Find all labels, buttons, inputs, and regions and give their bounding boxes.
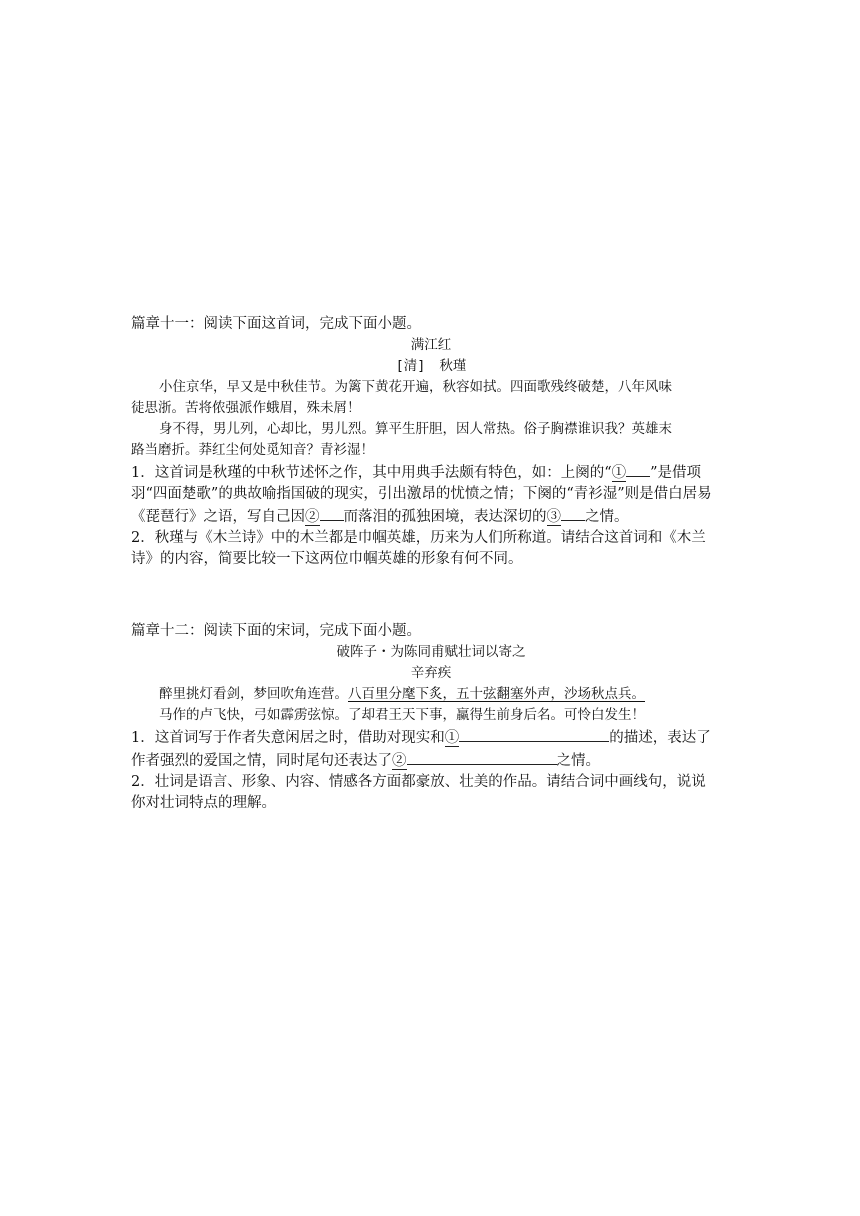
section-eleven (131, 314, 731, 570)
poem-stanza-2-line-1: 身不得，男儿列，心却比，男儿烈。算平生肝胆，因人常热。俗子胸襟谁识我？英雄末 (159, 421, 672, 437)
question-2-line-1: 2．壮词是语言、形象、内容、情感各方面都豪放、壮美的作品。请结合词中画线句，说说 (131, 774, 706, 790)
answer-blank-1 (626, 461, 650, 477)
answer-blank-2 (320, 505, 344, 521)
section-heading: 篇章十二：阅读下面的宋词，完成下面小题。 (131, 623, 421, 639)
poem-stanza-1-line-2: 徒思浙。苦将侬强派作蛾眉，殊未屑！ (131, 400, 361, 416)
blank-marker-3: ③ (546, 509, 561, 525)
poem-title: 满江红 (410, 337, 452, 353)
poem-author-line (131, 356, 731, 377)
question-1-line-2: 作者强烈的爱国之情，同时尾句还表达了② 之情。 (131, 749, 731, 772)
poem-stanza-2-line-2: 路当磨折。莽红尘何处觅知音？青衫湿！ (131, 442, 374, 458)
question-1-line-2: 羽“四面楚歌”的典故喻指国破的现实，引出激昂的忧愤之情；下阕的“青衫湿”则是借白居易 (131, 486, 712, 502)
answer-blank-3 (561, 505, 585, 521)
question-1-line-3: 《琵琶行》之语，写自己因② 而落泪的孤独困境，表达深切的③ 之情。 (131, 505, 731, 528)
question-1-line-1: 1．这首词写于作者失意闲居之时，借助对现实和① 的描述，表达了 (131, 726, 731, 749)
question-2-line-2: 你对壮词特点的理解。 (131, 795, 276, 811)
blank-marker-2: ② (392, 753, 407, 769)
section-twelve (131, 621, 731, 814)
poem-line-1: 醉里挑灯看剑，梦回吹角连营。八百里分麾下炙，五十弦翻塞外声，沙场秋点兵。 (159, 686, 645, 702)
blank-marker-1: ① (611, 465, 627, 481)
poem-title: 破阵子・为陈同甫赋壮词以寄之 (336, 644, 526, 660)
question-1-line-1: 1．这首词是秋瑾的中秋节述怀之作，其中用典手法颇有特色，如：上阕的“① ”是借项 (131, 461, 731, 484)
answer-blank-1 (459, 726, 609, 742)
blank-marker-1: ① (444, 730, 460, 746)
poem-stanza-1-line-1: 小住京华，早又是中秋佳节。为篱下黄花开遍，秋容如拭。四面歌残终破楚，八年风味 (159, 379, 672, 395)
answer-blank-2 (407, 749, 557, 765)
poem-author: 辛弃疾 (410, 665, 452, 681)
poem-dynasty: [清] (395, 358, 426, 374)
question-2-line-2: 诗》的内容，简要比较一下这两位巾帼英雄的形象有何不同。 (131, 551, 523, 567)
section-heading: 篇章十一：阅读下面这首词，完成下面小题。 (131, 316, 421, 332)
underlined-sentence: 八百里分麾下炙，五十弦翻塞外声，沙场秋点兵。 (348, 686, 645, 702)
poem-line-2: 马作的卢飞快，弓如霹雳弦惊。了却君王天下事，赢得生前身后名。可怜白发生！ (159, 707, 645, 723)
question-2-line-1: 2．秋瑾与《木兰诗》中的木兰都是巾帼英雄，历来为人们所称道。请结合这首词和《木兰 (131, 530, 706, 546)
blank-marker-2: ② (305, 509, 320, 525)
poem-author: 秋瑾 (439, 358, 467, 374)
